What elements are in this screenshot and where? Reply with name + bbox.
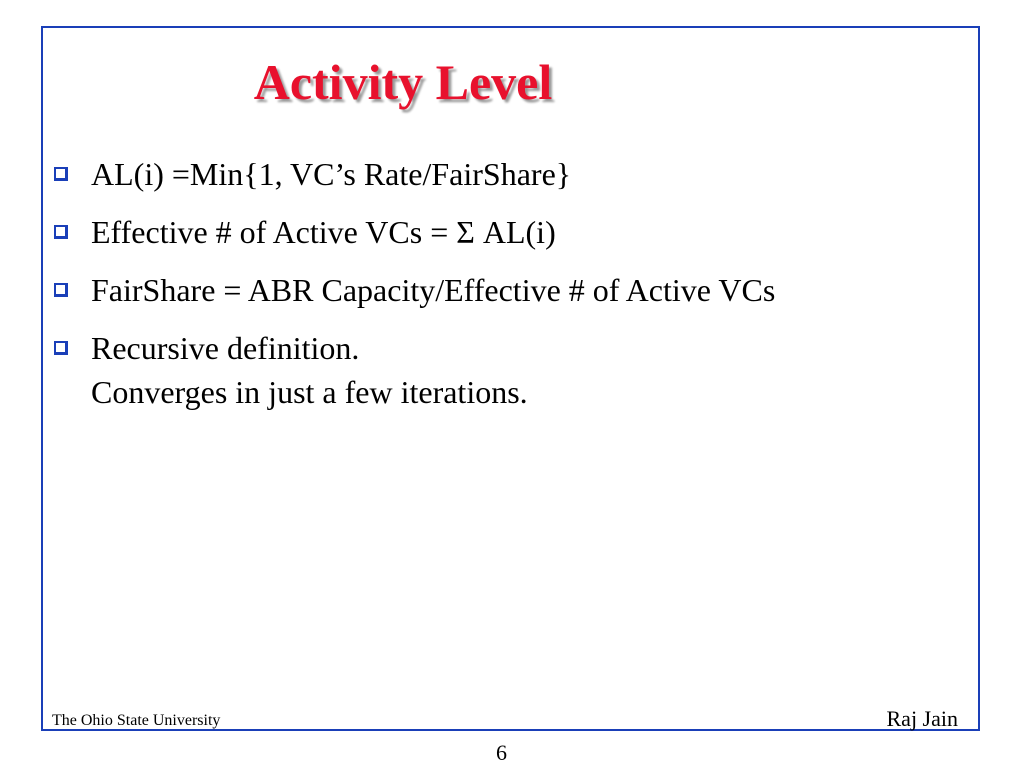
page-number: 6 (496, 740, 507, 765)
bullet-text: AL(i) =Min{1, VC’s Rate/FairShare} (91, 156, 572, 192)
footer-institution: The Ohio State University (52, 712, 221, 729)
bullet-text-continuation: Converges in just a few iterations. (91, 374, 528, 410)
bullet-text: Effective # of Active VCs = Σ AL(i) (91, 214, 556, 250)
bullet-item (54, 152, 964, 196)
bullet-list (54, 152, 964, 428)
bullet-text: FairShare = ABR Capacity/Effective # of Active VCs (91, 272, 776, 308)
footer-author: Raj Jain (886, 706, 958, 731)
square-bullet-icon (54, 167, 68, 181)
bullet-item (54, 268, 964, 312)
bullet-item (54, 210, 964, 254)
square-bullet-icon (54, 225, 68, 239)
bullet-text: Recursive definition. (91, 330, 360, 366)
square-bullet-icon (54, 283, 68, 297)
square-bullet-icon (54, 341, 68, 355)
slide-title: Activity Level (253, 54, 553, 110)
bullet-item (54, 326, 964, 414)
